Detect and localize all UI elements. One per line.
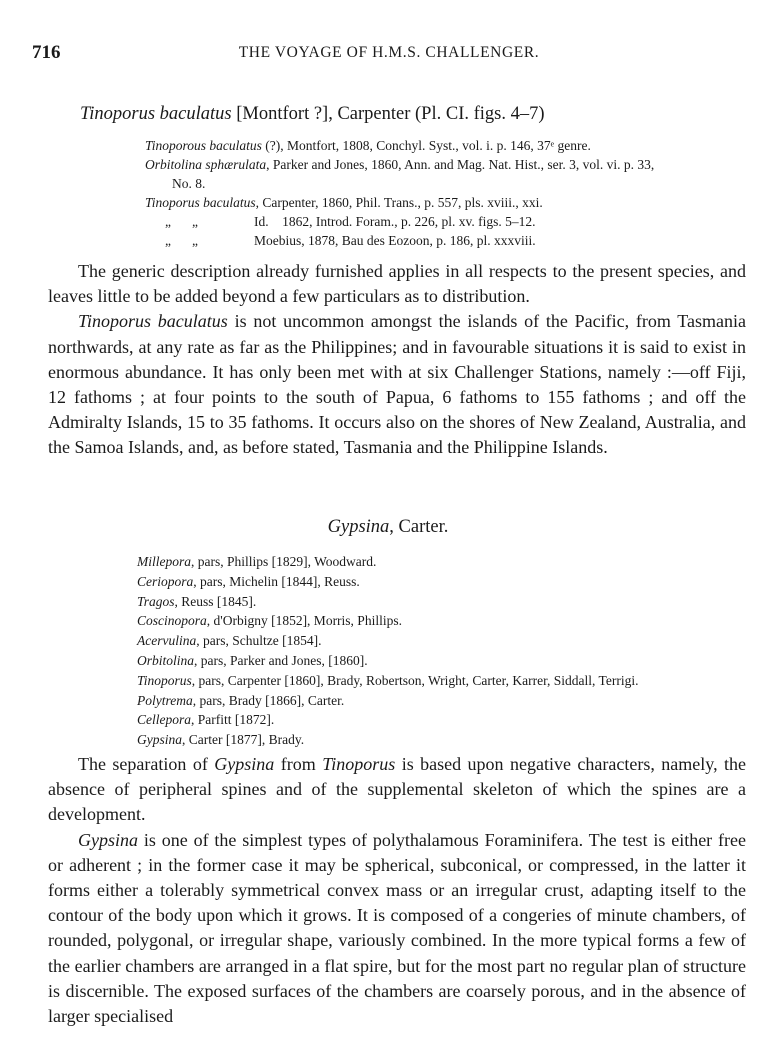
synonymy-entry (137, 730, 756, 750)
synonymy-entry (145, 136, 736, 155)
synonymy-entry (137, 691, 756, 711)
synonym-reference: , pars, Brady [1866], Carter. (192, 692, 345, 708)
paragraph-text: is not uncommon amongst the islands of the Pacific, from Tasmania northwards, at any rate as far as the Philippines; and in favourable situations it is said to exist in enormous abundance. It has only been met with at six Challenger Stations, namely :—off Fiji, 12 fathoms ; at four points to the south of Papua, 6 fathoms to 155 fathoms ; and off the Admiralty Islands, 15 to 35 fathoms. It occurs also on the shores of New Zealand, Australia, and the Samoa Islands, and, as before stated, Tasmania and the Philippine Islands. (48, 311, 747, 458)
synonym-reference: , Parfitt [1872]. (191, 712, 275, 728)
synonym-name: Millepora (137, 554, 191, 569)
genus-heading (0, 517, 776, 538)
genus-synonymy (137, 552, 756, 750)
ditto-mark: „ (192, 214, 198, 229)
synonym-name: Tinoporus baculatus (145, 195, 256, 210)
synonym-reference: Id. 1862, Introd. Foram., p. 226, pl. xv. figs. 5–12. (254, 214, 536, 229)
synonymy-entry (137, 611, 756, 631)
synonym-name: Tragos (137, 593, 175, 609)
synonym-reference: , pars, Schultze [1854]. (196, 633, 322, 649)
synonymy-entry (145, 193, 736, 212)
genus-authority: , Carter. (389, 517, 449, 537)
synonym-reference: , d'Orbigny [1852], Morris, Phillips. (206, 613, 402, 629)
synonym-name: Cellepora (137, 712, 191, 728)
page-number: 716 (32, 42, 61, 63)
synonym-name: Ceriopora (137, 573, 194, 589)
synonymy-entry (145, 155, 736, 174)
synonym-reference: No. 8. (172, 176, 206, 191)
species-description (48, 259, 746, 461)
synonym-reference: (?), Montfort, 1808, Conchyl. Syst., vol. i. p. 146, 37ᵉ genre. (261, 138, 591, 153)
page-header (32, 42, 746, 66)
synonymy-entry (137, 572, 756, 592)
paragraph: The generic description already furnished applies in all respects to the present species, and leaves little to be added beyond a few particulars as to distribution. (48, 261, 746, 307)
paragraph-text: is one of the simplest types of polythalamous Foraminifera. The test is either free or adherent ; in the former case it may be spherical, subconical, or compressed, in the latter it forms either a tolerably symmetrical convex mass or an irregular crust, adapting itself to the contour of the body upon which it grows. It is composed of a congeries of minute chambers, of rounded, polygonal, or irregular shape, variously combined. In the more typical forms a few of the earlier chambers are arranged in a flat spire, but for the most part no regular plan of structure is discernible. The exposed surfaces of the chambers are coarsely porous, and in the absence of larger specialised (48, 829, 746, 1027)
synonym-name: Tinoporus (137, 672, 192, 688)
running-title: THE VOYAGE OF H.M.S. CHALLENGER. (238, 44, 540, 61)
synonym-reference: , Carter [1877], Brady. (182, 732, 305, 748)
species-authority: [Montfort ?], Carpenter (Pl. CI. figs. 4–7) (231, 104, 545, 124)
synonym-name: Orbitolina sphærulata (145, 157, 267, 172)
synonymy-entry (137, 592, 756, 612)
synonymy-entry (145, 231, 736, 250)
paragraph (48, 752, 746, 828)
synonym-reference: , pars, Parker and Jones, [1860]. (194, 652, 368, 668)
paragraph-text: from (280, 754, 316, 774)
synonym-reference: , pars, Phillips [1829], Woodward. (191, 554, 377, 569)
synonymy-continuation (145, 174, 736, 193)
synonym-name: Orbitolina (137, 652, 195, 668)
synonymy-entry (137, 631, 756, 651)
paragraph-text: is based upon negative characters, namely, the absence of peripheral spines and of the supplemental skeleton of which the spines are a development. (48, 754, 747, 825)
synonym-reference: , Parker and Jones, 1860, Ann. and Mag. Nat. Hist., ser. 3, vol. vi. p. 33, (266, 157, 655, 172)
genus-description (48, 752, 746, 1029)
paragraph (48, 309, 746, 460)
synonymy-entry (137, 552, 756, 572)
synonym-name: Polytrema (137, 692, 193, 708)
synonymy-entry (137, 651, 756, 671)
synonymy-entry (145, 212, 736, 231)
ditto-mark: „ (192, 233, 198, 248)
synonym-reference: , Carpenter, 1860, Phil. Trans., p. 557, pls. xviii., xxi. (255, 195, 543, 210)
synonym-reference: , Reuss [1845]. (174, 593, 257, 609)
genus-name-inline: Tinoporus (322, 754, 396, 774)
species-name-inline: Tinoporus baculatus (78, 311, 228, 332)
synonym-reference: , pars, Carpenter [1860], Brady, Robertson, Wright, Carter, Karrer, Siddall, Terrigi. (191, 672, 639, 688)
genus-name: Gypsina (327, 517, 390, 537)
synonym-name: Gypsina (137, 732, 182, 748)
synonym-reference: , pars, Michelin [1844], Reuss. (193, 573, 360, 589)
ditto-mark: „ (165, 233, 171, 248)
synonymy-entry (137, 710, 756, 730)
genus-name-inline: Gypsina (214, 754, 275, 774)
paragraph (48, 828, 746, 1030)
synonym-name: Tinoporous baculatus (145, 138, 262, 153)
synonymy-entry (137, 671, 756, 691)
synonym-name: Coscinopora (137, 613, 207, 629)
genus-name-inline: Gypsina (78, 829, 138, 850)
synonym-name: Acervulina (137, 633, 197, 649)
species-name: Tinoporus baculatus (80, 104, 232, 124)
species-synonymy (145, 136, 736, 250)
ditto-mark: „ (165, 214, 171, 229)
species-heading (80, 104, 545, 125)
synonym-reference: Moebius, 1878, Bau des Eozoon, p. 186, pl. xxxviii. (254, 233, 536, 248)
paragraph-text: The separation of (78, 754, 208, 774)
